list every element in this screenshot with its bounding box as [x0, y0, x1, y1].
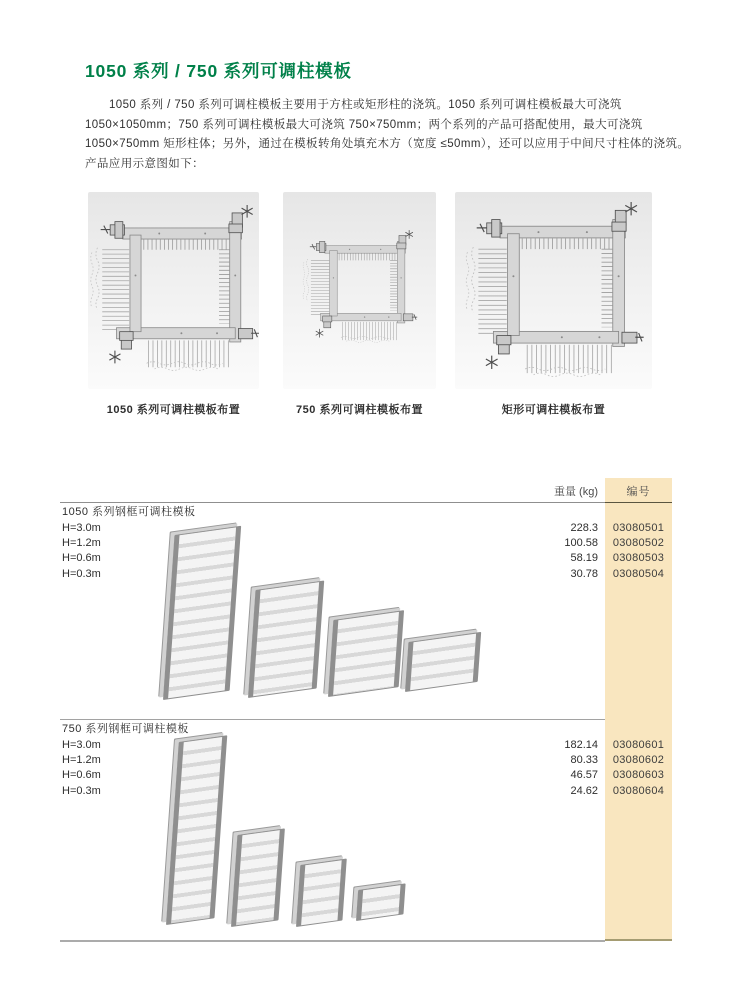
table-section-750	[60, 721, 672, 799]
weight-value: 182.14	[564, 738, 598, 751]
table-row	[60, 783, 672, 798]
weight-value: 24.62	[570, 784, 598, 797]
spec-label: H=0.3m	[62, 784, 101, 797]
weight-value: 228.3	[570, 521, 598, 534]
table-bottom-rule	[60, 940, 605, 942]
code-value: 03080602	[612, 754, 665, 767]
diagram-750-layout	[283, 192, 436, 389]
table-row	[60, 520, 672, 535]
table-row	[60, 768, 672, 783]
table-row	[60, 737, 672, 752]
code-column-header: 编号	[626, 485, 651, 498]
table-row	[60, 566, 672, 581]
table-row	[60, 752, 672, 767]
formwork-plan-icon	[455, 192, 652, 389]
section-title: 750 系列钢框可调柱模板	[62, 723, 189, 735]
section-divider-rule	[60, 719, 605, 720]
table-row	[60, 535, 672, 550]
code-value: 03080601	[612, 738, 665, 751]
intro-line: 1050×750mm 矩形柱体；另外，通过在模板转角处填充木方（宽度 ≤50mm），还可以应用于中间尺寸柱体的浇筑。	[85, 138, 690, 151]
code-value: 03080504	[612, 567, 665, 580]
diagram-caption-rect: 矩形可调柱模板布置	[501, 404, 606, 416]
intro-paragraph	[85, 96, 690, 174]
weight-value: 100.58	[564, 537, 598, 550]
product-image-750-h1.2	[231, 828, 285, 927]
code-value: 03080603	[612, 769, 665, 782]
code-value: 03080501	[612, 521, 665, 534]
formwork-plan-icon	[88, 192, 259, 389]
spec-label: H=0.6m	[62, 552, 101, 565]
spec-label: H=0.3m	[62, 567, 101, 580]
intro-note: 产品应用示意图如下：	[85, 157, 204, 170]
weight-value: 80.33	[570, 754, 598, 767]
diagram-caption-750: 750 系列可调柱模板布置	[296, 404, 423, 416]
weight-value: 58.19	[570, 552, 598, 565]
code-value: 03080503	[612, 552, 665, 565]
spec-label: H=1.2m	[62, 754, 101, 767]
weight-value: 30.78	[570, 567, 598, 580]
product-image-1050-h0.6	[328, 610, 404, 697]
formwork-plan-icon	[283, 192, 436, 389]
spec-label: H=3.0m	[62, 738, 101, 751]
section-title: 1050 系列钢框可调柱模板	[62, 506, 196, 518]
table-section-1050	[60, 504, 672, 582]
diagram-caption-1050: 1050 系列可调柱模板布置	[106, 404, 241, 416]
product-image-1050-h0.3	[405, 632, 481, 692]
diagram-rect-layout	[455, 192, 652, 389]
header-rule	[60, 502, 605, 503]
code-value: 03080604	[612, 784, 665, 797]
product-image-1050-h1.2	[248, 580, 324, 698]
spec-label: H=0.6m	[62, 769, 101, 782]
table-header-row	[60, 478, 672, 503]
product-image-750-h0.6	[296, 859, 347, 927]
header-rule-code	[605, 502, 672, 503]
spec-label: H=1.2m	[62, 537, 101, 550]
diagram-1050-layout	[88, 192, 259, 389]
code-value: 03080502	[612, 537, 665, 550]
weight-value: 46.57	[570, 769, 598, 782]
weight-column-header: 重量 (kg)	[554, 485, 598, 498]
table-row	[60, 551, 672, 566]
spec-label: H=3.0m	[62, 521, 101, 534]
intro-line: 1050 系列 / 750 系列可调柱模板主要用于方柱或矩形柱的浇筑。1050 系列可调柱模板最大可浇筑	[109, 99, 622, 111]
page-title: 1050 系列 / 750 系列可调柱模板	[85, 61, 352, 81]
product-image-1050-h3.0	[163, 526, 241, 700]
intro-line: 1050×1050mm；750 系列可调柱模板最大可浇筑 750×750mm；两个系列的产品可搭配使用，最大可浇筑	[85, 118, 643, 131]
product-image-750-h0.3	[356, 883, 406, 921]
